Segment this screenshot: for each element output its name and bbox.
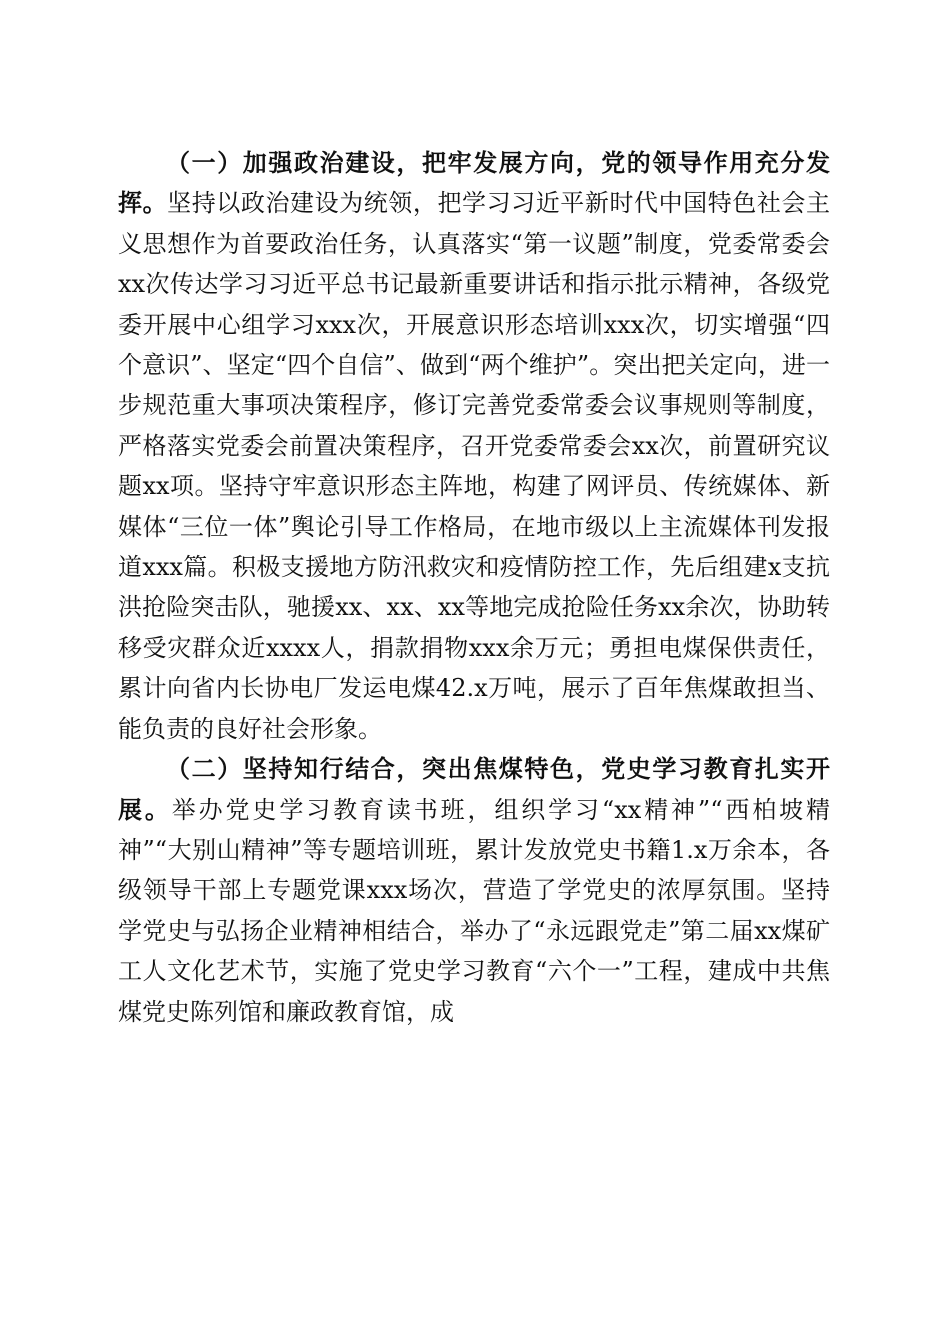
paragraph-2-text: 举办党史学习教育读书班，组织学习“xx精神”“西柏坡精神”“大别山精神”等专题培训班，累计发放党史书籍1.x万余本，各级领导干部上专题党课xxx场次，营造了学党史的浓厚氛围。坚持学党史与弘扬企业精神相结合，举办了“永远跟党走”第二届xx煤矿工人文化艺术节，实施了党史学习教育“六个一”工程，建成中共焦煤党史陈列馆和廉政教育馆，成 — [118, 795, 830, 1026]
document-body — [118, 143, 830, 1032]
paragraph-2-heading: （二）坚持知行结合，突出焦煤特色，党史学习教育扎实开展。 — [118, 755, 830, 824]
paragraph-2 — [118, 749, 830, 1032]
paragraph-1-heading: （一）加强政治建设，把牢发展方向，党的领导作用充分发挥。 — [118, 149, 830, 218]
paragraph-1 — [118, 143, 830, 749]
paragraph-1-text: 坚持以政治建设为统领，把学习习近平新时代中国特色社会主义思想作为首要政治任务，认真落实“第一议题”制度，党委常委会xx次传达学习习近平总书记最新重要讲话和指示批示精神，各级党委开展中心组学习xxx次，开展意识形态培训xxx次，切实增强“四个意识”、坚定“四个自信”、做到“两个维护”。突出把关定向，进一步规范重大事项决策程序，修订完善党委常委会议事规则等制度，严格落实党委会前置决策程序，召开党委常委会xx次，前置研究议题xx项。坚持守牢意识形态主阵地，构建了网评员、传统媒体、新媒体“三位一体”舆论引导工作格局，在地市级以上主流媒体刊发报道xxx篇。积极支援地方防汛救灾和疫情防控工作，先后组建x支抗洪抢险突击队，驰援xx、xx、xx等地完成抢险任务xx余次，协助转移受灾群众近xxxx人，捐款捐物xxx余万元；勇担电煤保供责任，累计向省内长协电厂发运电煤42.x万吨，展示了百年焦煤敢担当、能负责的良好社会形象。 — [118, 189, 831, 743]
